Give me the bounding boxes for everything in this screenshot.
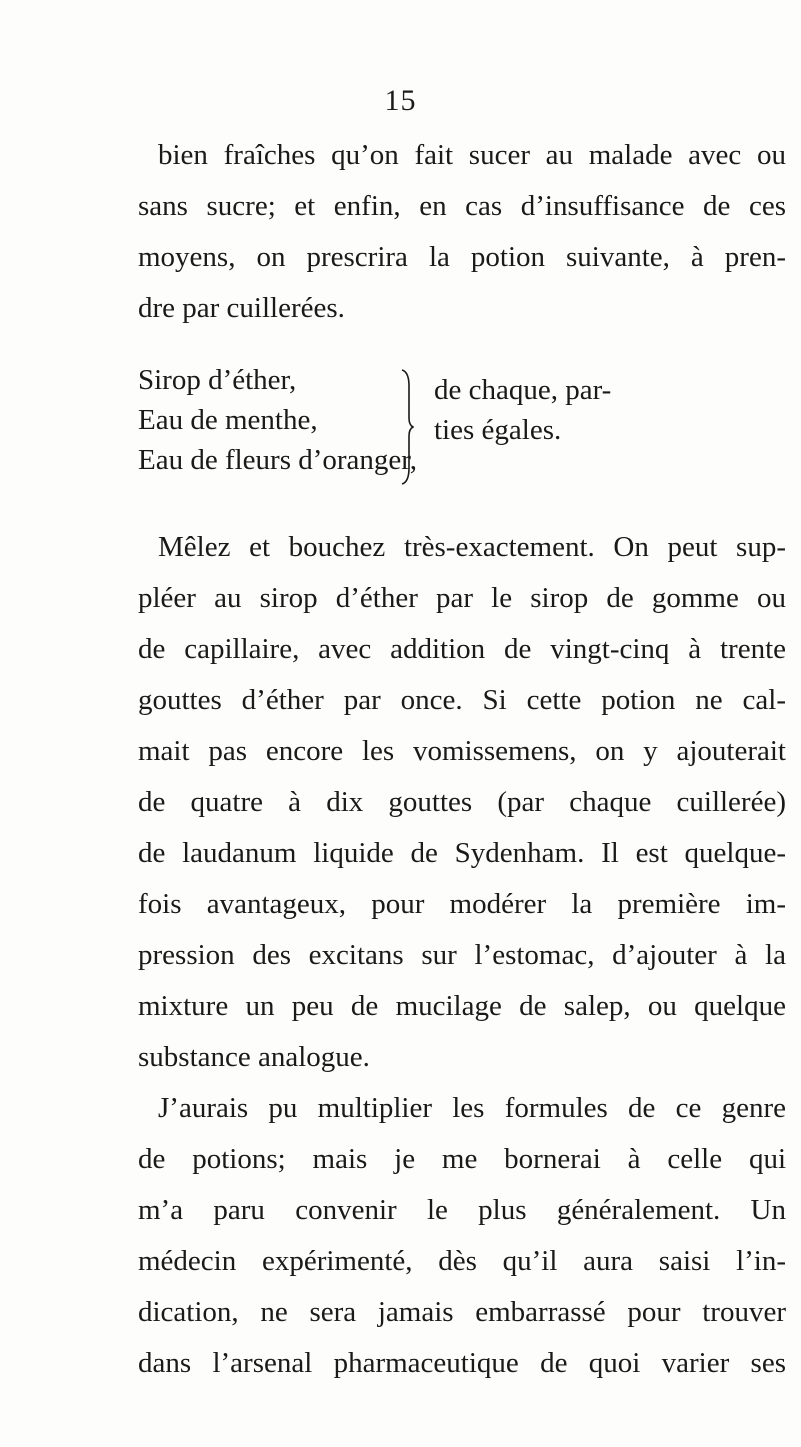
text-line: pléer au sirop d’éther par le sirop de gomme ou <box>138 582 786 614</box>
text-line: pression des excitans sur l’estomac, d’ajouter à la <box>138 939 786 971</box>
text-line: substance analogue. <box>138 1041 370 1073</box>
text-line: sans sucre; et enfin, en cas d’insuffisance de ces <box>138 190 786 222</box>
body-paragraph <box>138 522 786 1389</box>
text-line: dans l’arsenal pharmaceutique de quoi varier ses <box>138 1347 786 1379</box>
text-line: mixture un peu de mucilage de salep, ou quelque <box>138 990 786 1022</box>
text-line: de laudanum liquide de Sydenham. Il est quelque- <box>138 837 786 869</box>
ingredient-list <box>138 360 417 480</box>
intro-paragraph <box>138 130 786 334</box>
dose-line: de chaque, par- <box>434 374 612 406</box>
ingredient: Eau de fleurs d’oranger, <box>138 444 418 476</box>
text-line: de potions; mais je me bornerai à celle qui <box>138 1143 786 1175</box>
right-brace-icon <box>400 368 414 486</box>
text-line: dre par cuillerées. <box>138 292 345 324</box>
ingredient: Eau de menthe, <box>138 404 318 436</box>
text-line: moyens, on prescrira la potion suivante, à pren- <box>138 241 786 273</box>
ingredient: Sirop d’éther, <box>138 364 297 396</box>
text-line: fois avantageux, pour modérer la première im- <box>138 888 786 920</box>
text-line: gouttes d’éther par once. Si cette potion ne cal- <box>138 684 786 716</box>
text-line: de capillaire, avec addition de vingt-cinq à trente <box>138 633 786 665</box>
text-line: de quatre à dix gouttes (par chaque cuillerée) <box>138 786 786 818</box>
text-line: J’aurais pu multiplier les formules de ce genre <box>158 1092 786 1124</box>
text-line: m’a paru convenir le plus généralement. Un <box>138 1194 786 1226</box>
page-number: 15 <box>384 84 417 117</box>
text-line: médecin expérimenté, dès qu’il aura saisi l’in- <box>138 1245 786 1277</box>
text-line: mait pas encore les vomissemens, on y ajouterait <box>138 735 786 767</box>
recipe-block <box>138 360 798 510</box>
dose-note <box>434 370 611 450</box>
text-line: dication, ne sera jamais embarrassé pour trouver <box>138 1296 786 1328</box>
text-line: bien fraîches qu’on fait sucer au malade avec ou <box>158 139 786 171</box>
text-line: Mêlez et bouchez très-exactement. On peut sup- <box>158 531 786 563</box>
dose-line: ties égales. <box>434 414 562 446</box>
